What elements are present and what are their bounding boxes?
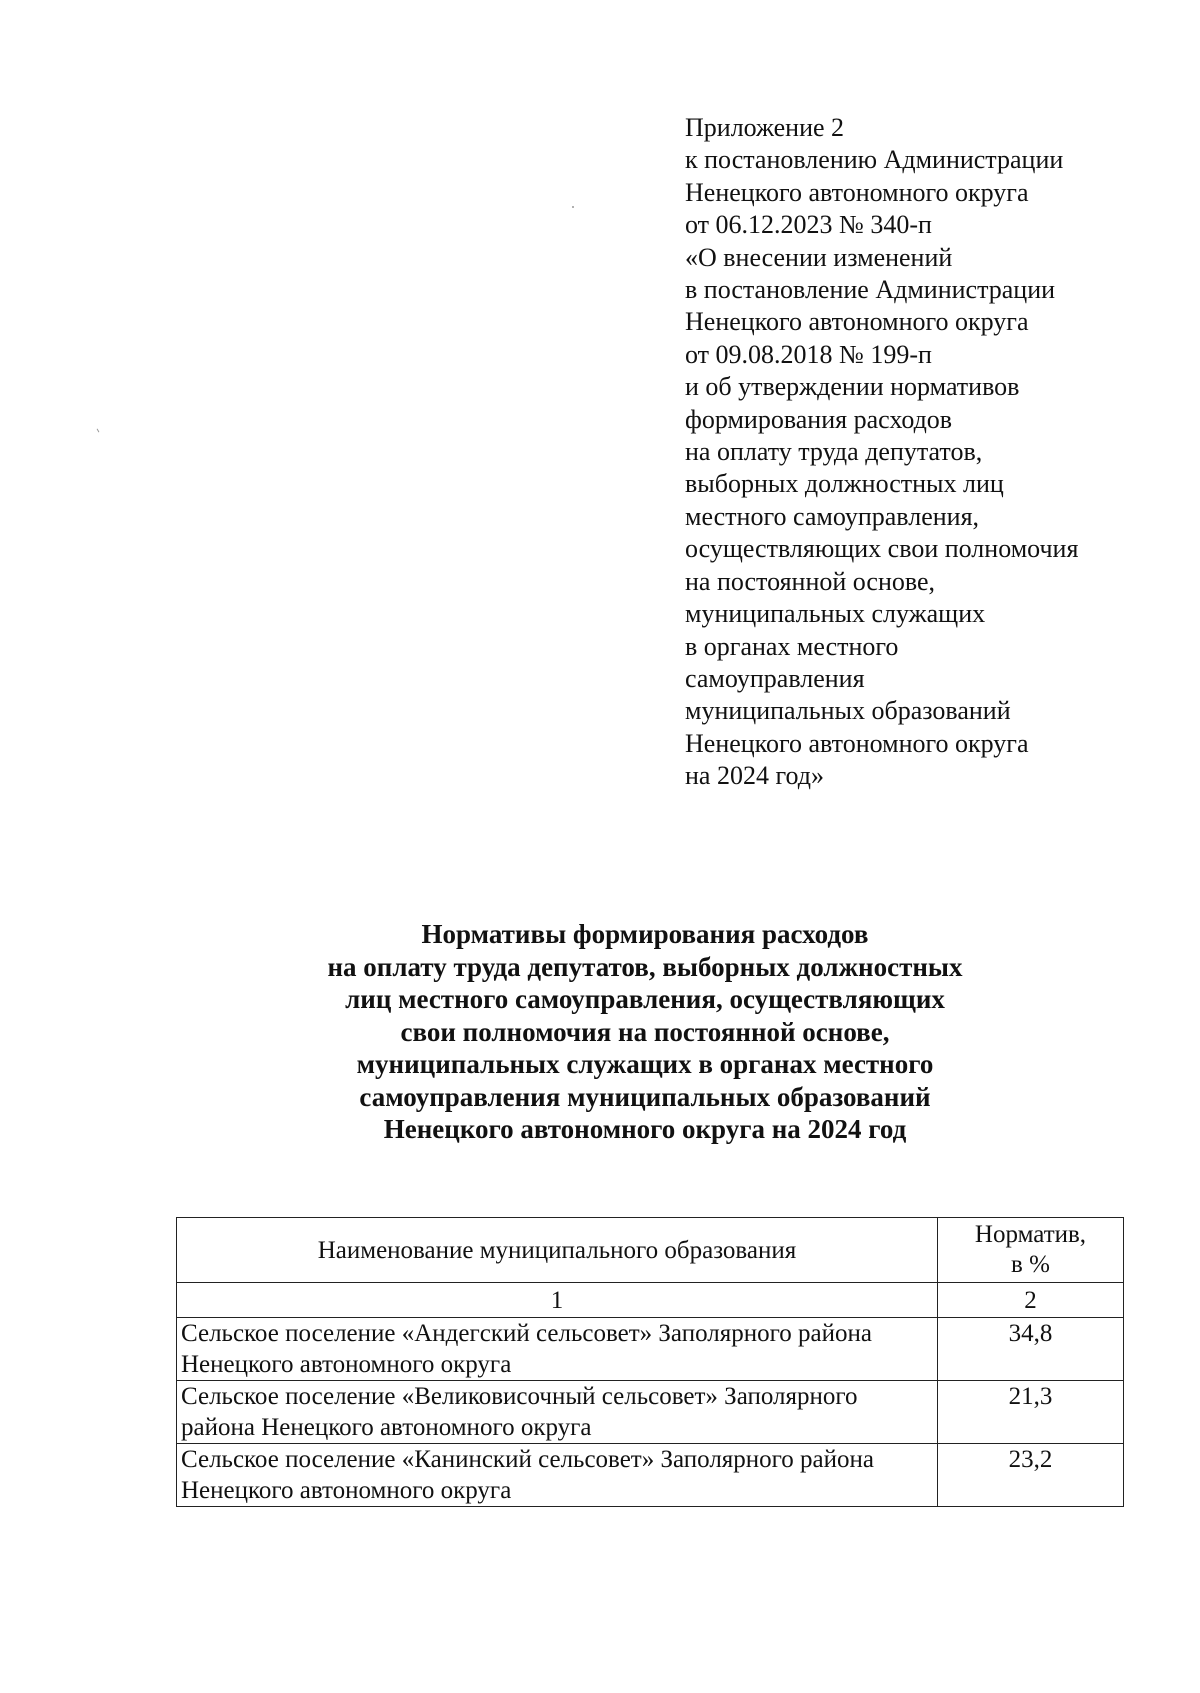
appendix-line: и об утверждении нормативов — [685, 372, 1020, 402]
appendix-reference — [685, 112, 1165, 793]
municipality-name: Сельское поселение «Канинский сельсовет» Заполярного района Ненецкого автономного округа — [177, 1444, 938, 1507]
appendix-line: местного самоуправления, — [685, 501, 980, 531]
column-number-2: 2 — [938, 1283, 1124, 1318]
appendix-line: на 2024 год» — [685, 761, 824, 791]
header-norm-line1: Норматив, — [974, 1221, 1087, 1248]
appendix-line: формирования расходов — [685, 404, 953, 434]
appendix-line: Ненецкого автономного округа — [685, 177, 1029, 207]
municipality-name: Сельское поселение «Великовисочный сельсовет» Заполярного района Ненецкого автономного округа — [177, 1381, 938, 1444]
column-number-row — [177, 1283, 1124, 1318]
appendix-line: Ненецкого автономного округа — [685, 728, 1029, 758]
norm-value: 23,2 — [938, 1444, 1124, 1507]
appendix-line: в постановление Администрации — [685, 275, 1056, 305]
scan-speck — [97, 429, 100, 433]
title-line: лиц местного самоуправления, осуществляющих — [345, 984, 945, 1014]
appendix-line: выборных должностных лиц — [685, 469, 1004, 499]
municipality-name: Сельское поселение «Андегский сельсовет» Заполярного района Ненецкого автономного округа — [177, 1318, 938, 1381]
appendix-line: в органах местного — [685, 631, 899, 661]
title-line: на оплату труда депутатов, выборных должностных — [327, 951, 963, 982]
appendix-line: к постановлению Администрации — [685, 145, 1064, 175]
appendix-line: осуществляющих свои полномочия — [685, 534, 1079, 564]
header-norm-percent — [938, 1218, 1124, 1283]
appendix-line: муниципальных служащих — [685, 599, 986, 629]
appendix-line: от 09.08.2018 № 199-п — [685, 339, 932, 369]
title-line: самоуправления муниципальных образований — [359, 1081, 931, 1112]
table-row — [177, 1318, 1124, 1381]
appendix-line: муниципальных образований — [685, 696, 1011, 726]
document-title — [160, 918, 1130, 1146]
title-line: муниципальных служащих в органах местного — [356, 1049, 934, 1079]
column-number-1: 1 — [177, 1283, 938, 1318]
norm-value: 34,8 — [938, 1318, 1124, 1381]
appendix-line: от 06.12.2023 № 340-п — [685, 210, 932, 240]
title-line: свои полномочия на постоянной основе, — [400, 1016, 890, 1047]
table-row — [177, 1444, 1124, 1507]
appendix-line: Ненецкого автономного округа — [685, 307, 1029, 337]
header-norm-line2: в % — [1011, 1251, 1050, 1278]
header-municipality-name: Наименование муниципального образования — [177, 1218, 938, 1283]
norms-table — [176, 1217, 1124, 1507]
scan-speck — [572, 206, 574, 208]
norm-value: 21,3 — [938, 1381, 1124, 1444]
title-line: Нормативы формирования расходов — [421, 919, 869, 949]
appendix-line: на оплату труда депутатов, — [685, 437, 983, 467]
appendix-line: на постоянной основе, — [685, 566, 936, 596]
appendix-line: Приложение 2 — [685, 113, 845, 142]
title-line: Ненецкого автономного округа на 2024 год — [383, 1114, 907, 1144]
appendix-line: самоуправления — [685, 663, 865, 693]
table-header-row — [177, 1218, 1124, 1283]
table-row — [177, 1381, 1124, 1444]
appendix-line: «О внесении изменений — [685, 242, 953, 272]
